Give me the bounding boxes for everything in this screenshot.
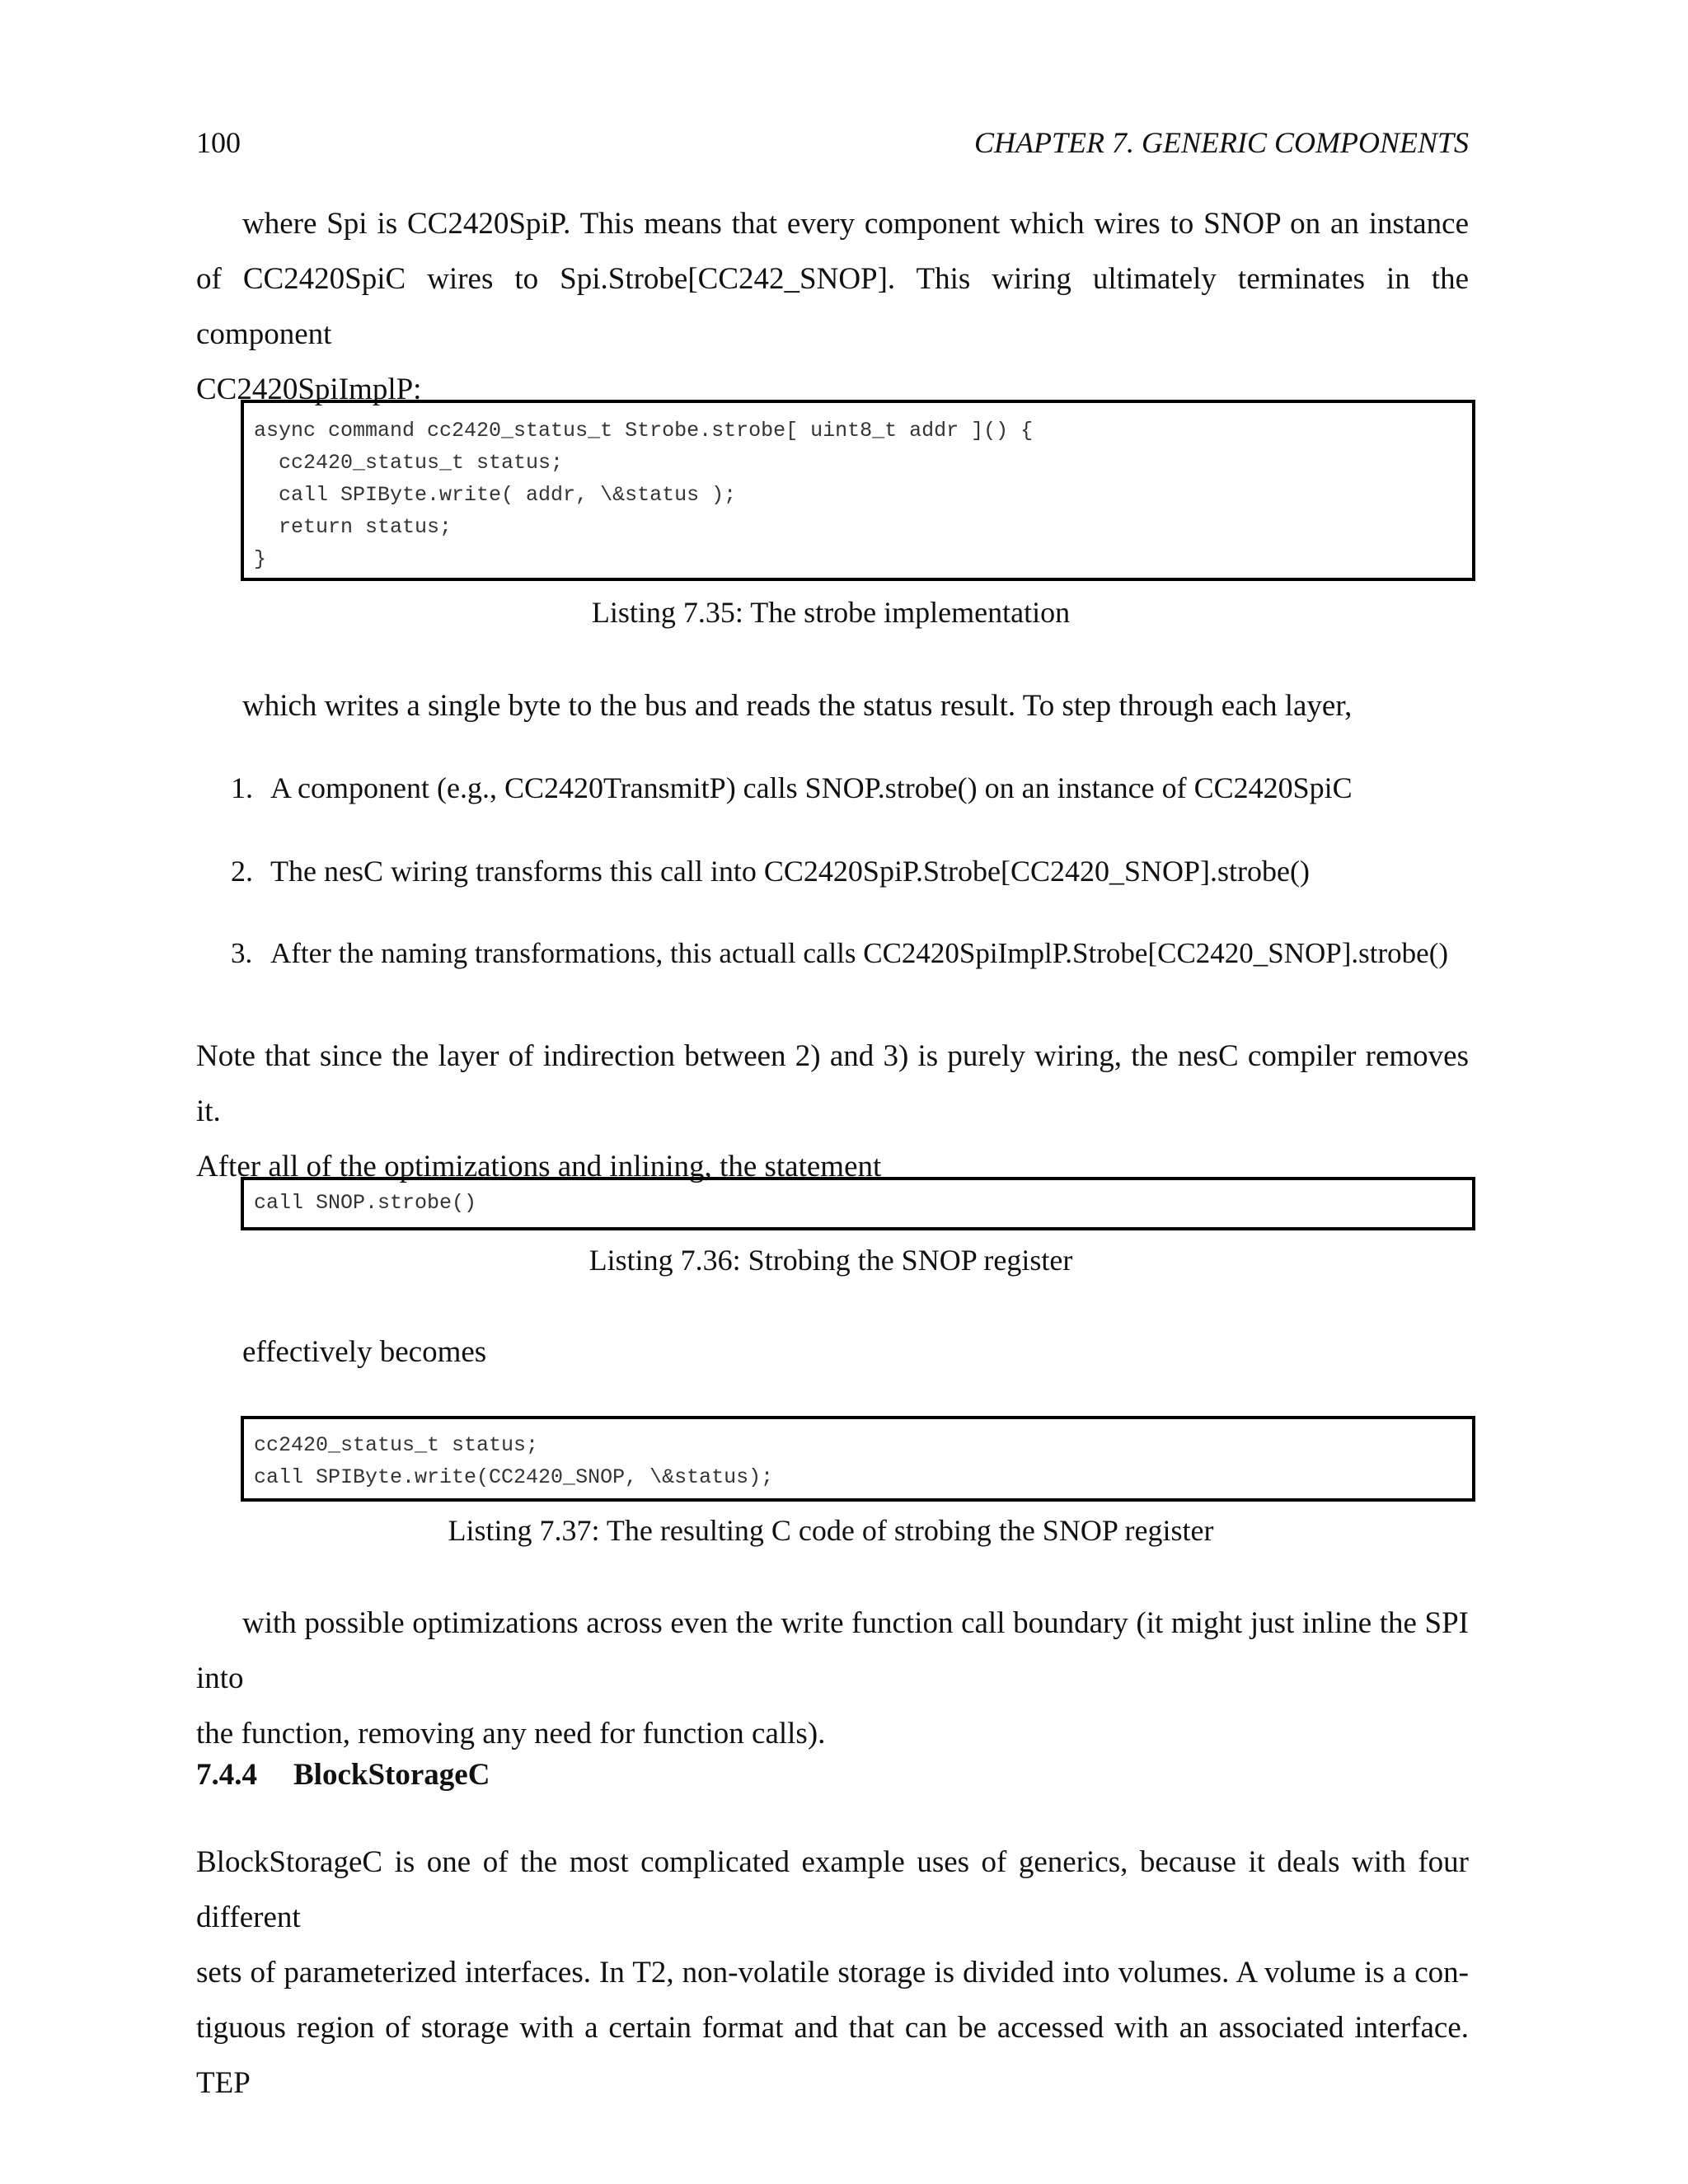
text-line: After all of the optimizations and inlining, the statement	[196, 1150, 882, 1183]
text-line: with possible optimizations across even the write function call boundary (it might just inline the SPI into	[196, 1606, 1469, 1695]
list-number: 1.	[231, 771, 253, 804]
code-line: cc2420_status_t status;	[254, 1433, 539, 1457]
list-text: The nesC wiring transforms this call into CC2420SpiP.Strobe[CC2420_SNOP].strobe()	[270, 855, 1310, 888]
text-line: the function, removing any need for function calls).	[196, 1717, 826, 1750]
listing-caption: Listing 7.35: The strobe implementation	[591, 596, 1071, 629]
section-heading	[196, 1757, 490, 1793]
list-number: 3.	[231, 937, 253, 969]
list-item	[231, 771, 1353, 805]
paragraph-becomes: effectively becomes	[242, 1335, 487, 1369]
code-listing-strobe	[241, 400, 1475, 581]
code-line: cc2420_status_t status;	[254, 451, 564, 475]
text-line: Note that since the layer of indirection between 2) and 3) is purely wiring, the nesC compiler removes it.	[196, 1039, 1469, 1128]
code-line: call SNOP.strobe()	[254, 1191, 477, 1215]
code-line: return status;	[254, 515, 452, 539]
list-item	[231, 937, 1448, 970]
text-line: BlockStorageC is one of the most complicated example uses of generics, because it deals with four different	[196, 1845, 1469, 1934]
listing-caption: Listing 7.37: The resulting C code of strobing the SNOP register	[448, 1514, 1214, 1547]
text-line: of CC2420SpiC wires to Spi.Strobe[CC242_SNOP]. This wiring ultimately terminates in the component	[196, 262, 1469, 351]
code-listing-snop-call	[241, 1177, 1475, 1230]
code-line: call SPIByte.write( addr, \&status );	[254, 483, 737, 507]
text-line: tiguous region of storage with a certain format and that can be accessed with an associated interface. TEP	[196, 2011, 1469, 2100]
paragraph-intro	[196, 196, 1469, 417]
list-text: A component (e.g., CC2420TransmitP) calls SNOP.strobe() on an instance of CC2420SpiC	[270, 771, 1353, 804]
text-line: CC2420SpiImplP:	[196, 373, 422, 406]
code-line: async command cc2420_status_t Strobe.strobe[ uint8_t addr ]() {	[254, 419, 1034, 443]
paragraph-blockstorage	[196, 1835, 1469, 2111]
paragraph-note	[196, 1029, 1469, 1194]
list-text: After the naming transformations, this actuall calls CC2420SpiImplP.Strobe[CC2420_SNOP].strobe()	[270, 937, 1449, 969]
page-number: 100	[196, 126, 241, 159]
chapter-header: CHAPTER 7. GENERIC COMPONENTS	[974, 126, 1469, 159]
text-line: where Spi is CC2420SpiP. This means that every component which wires to SNOP on an instance	[242, 207, 1469, 241]
text-line: sets of parameterized interfaces. In T2, non-volatile storage is divided into volumes. A volume is a con-	[196, 1956, 1469, 1990]
code-line: call SPIByte.write(CC2420_SNOP, \&status);	[254, 1465, 774, 1489]
list-number: 2.	[231, 855, 253, 888]
paragraph-layers: which writes a single byte to the bus and reads the status result. To step through each layer,	[242, 689, 1353, 723]
code-listing-c-output	[241, 1416, 1475, 1502]
listing-caption: Listing 7.36: Strobing the SNOP register	[588, 1244, 1073, 1277]
list-item	[231, 854, 1310, 888]
section-title: BlockStorageC	[293, 1758, 490, 1792]
paragraph-optimizations	[196, 1596, 1469, 1761]
section-number: 7.4.4	[196, 1758, 257, 1792]
code-line: }	[254, 547, 267, 571]
